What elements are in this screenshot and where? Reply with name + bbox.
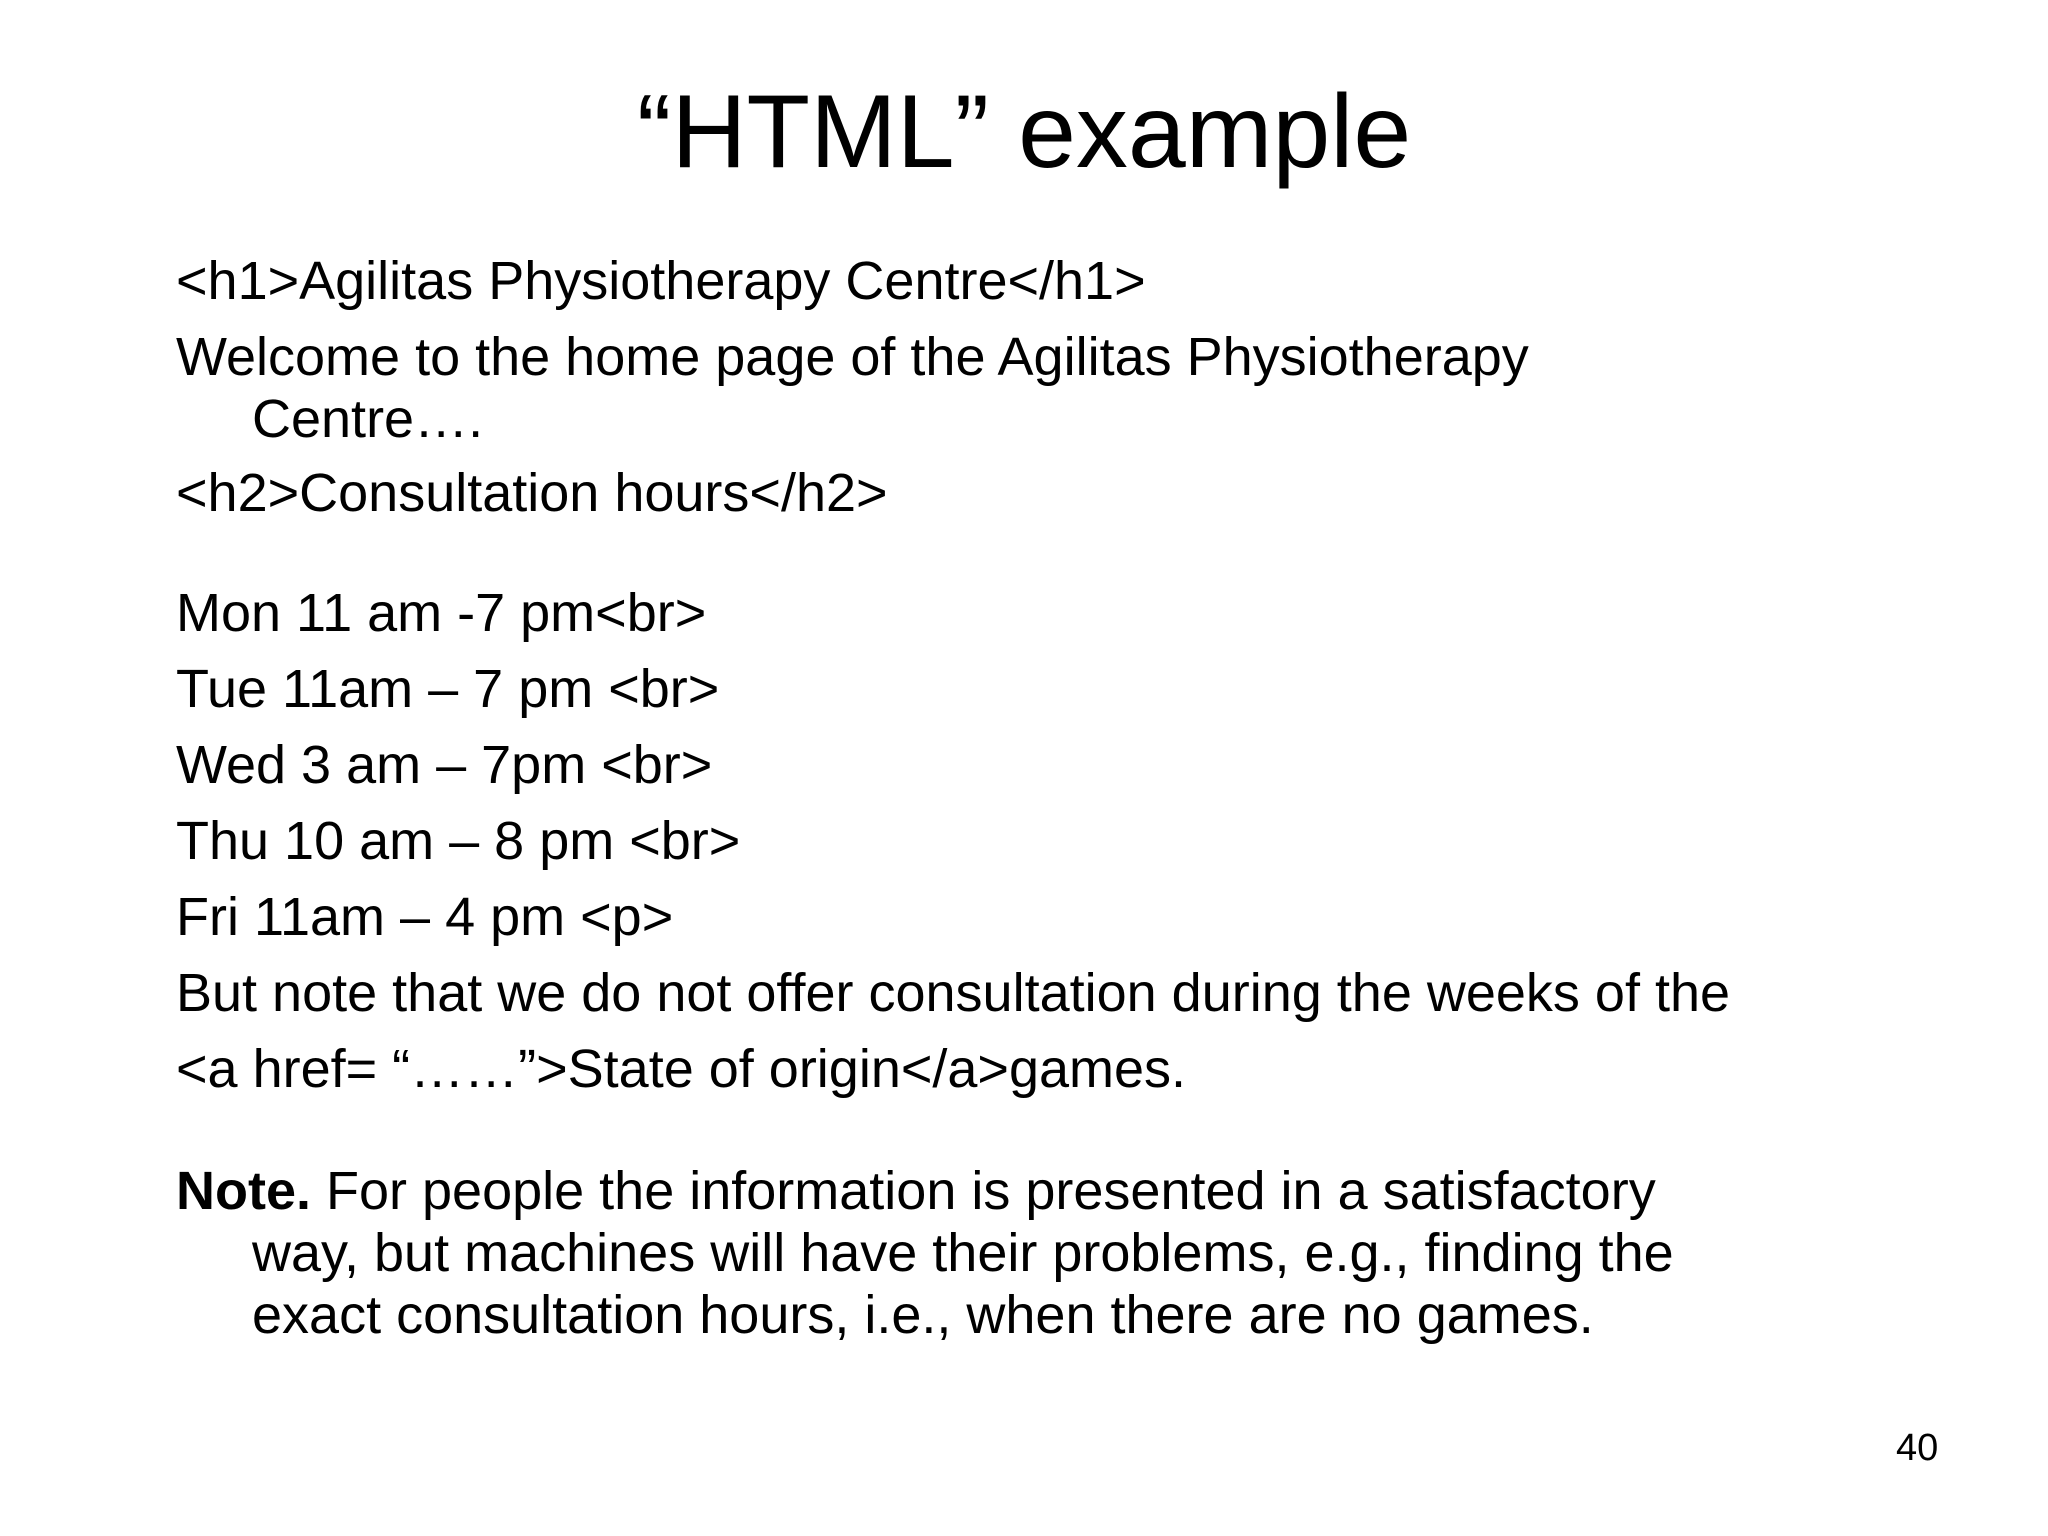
note-first-line (176, 1160, 1656, 1222)
note-label: Note. (176, 1161, 311, 1221)
consultation-note-line: But note that we do not offer consultation during the weeks of the (176, 963, 1731, 1023)
hours-tuesday: Tue 11am – 7 pm <br> (176, 659, 720, 719)
note-second-line: way, but machines will have their problems, e.g., finding the (252, 1223, 1674, 1283)
hours-thursday: Thu 10 am – 8 pm <br> (176, 811, 741, 871)
welcome-line: Welcome to the home page of the Agilitas Physiotherapy (176, 327, 1529, 387)
page-number: 40 (1896, 1427, 1939, 1469)
note-third-line: exact consultation hours, i.e., when there are no games. (252, 1285, 1594, 1345)
hours-monday: Mon 11 am -7 pm<br> (176, 583, 707, 643)
anchor-code-line: <a href= “……”>State of origin</a>games. (176, 1039, 1187, 1099)
code-line-h1: <h1>Agilitas Physiotherapy Centre</h1> (176, 251, 1146, 311)
hours-wednesday: Wed 3 am – 7pm <br> (176, 735, 713, 795)
hours-friday: Fri 11am – 4 pm <p> (176, 887, 674, 947)
code-line-h2: <h2>Consultation hours</h2> (176, 463, 888, 523)
welcome-line-continued: Centre…. (252, 389, 484, 449)
note-text-first: For people the information is presented in a satisfactory (311, 1161, 1656, 1221)
slide-title: “HTML” example (636, 74, 1412, 190)
